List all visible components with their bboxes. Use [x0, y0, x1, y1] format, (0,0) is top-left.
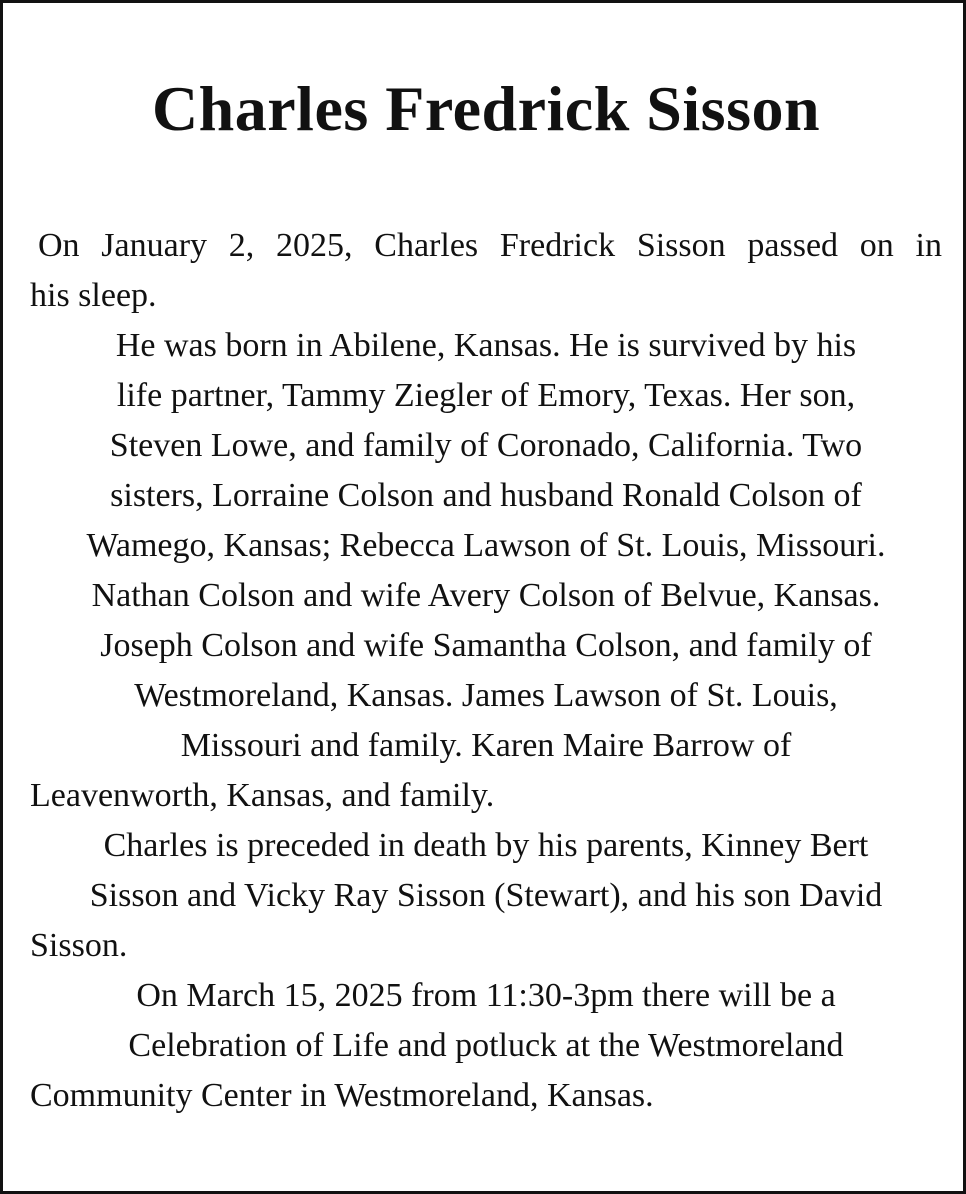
- text-line: Westmoreland, Kansas. James Lawson of St. Louis,: [134, 677, 838, 714]
- text-line: Charles is preceded in death by his parents, Kinney Bert: [103, 827, 869, 864]
- text-line: On January 2, 2025, Charles Fredrick Sisson passed on in: [38, 227, 942, 264]
- text-line: Missouri and family. Karen Maire Barrow of: [180, 727, 792, 764]
- text-line: Joseph Colson and wife Samantha Colson, and family of: [100, 627, 872, 664]
- text-line: sisters, Lorraine Colson and husband Ronald Colson of: [110, 477, 862, 514]
- obituary-title: Charles Fredrick Sisson: [151, 73, 821, 144]
- text-line: Celebration of Life and potluck at the Westmoreland: [128, 1027, 844, 1064]
- text-line: Wamego, Kansas; Rebecca Lawson of St. Louis, Missouri.: [86, 527, 886, 564]
- text-line: Sisson.: [30, 927, 128, 964]
- text-line: Leavenworth, Kansas, and family.: [30, 777, 495, 814]
- text-line: Community Center in Westmoreland, Kansas.: [30, 1077, 654, 1114]
- text-line: He was born in Abilene, Kansas. He is survived by his: [115, 327, 857, 364]
- text-line: On March 15, 2025 from 11:30-3pm there will be a: [136, 977, 836, 1014]
- obituary-body: [30, 221, 942, 1121]
- text-line: his sleep.: [30, 277, 157, 314]
- text-line: life partner, Tammy Ziegler of Emory, Texas. Her son,: [116, 377, 856, 414]
- text-line: Nathan Colson and wife Avery Colson of Belvue, Kansas.: [91, 577, 881, 614]
- text-line: Sisson and Vicky Ray Sisson (Stewart), and his son David: [89, 877, 883, 914]
- text-line: Steven Lowe, and family of Coronado, California. Two: [109, 427, 863, 464]
